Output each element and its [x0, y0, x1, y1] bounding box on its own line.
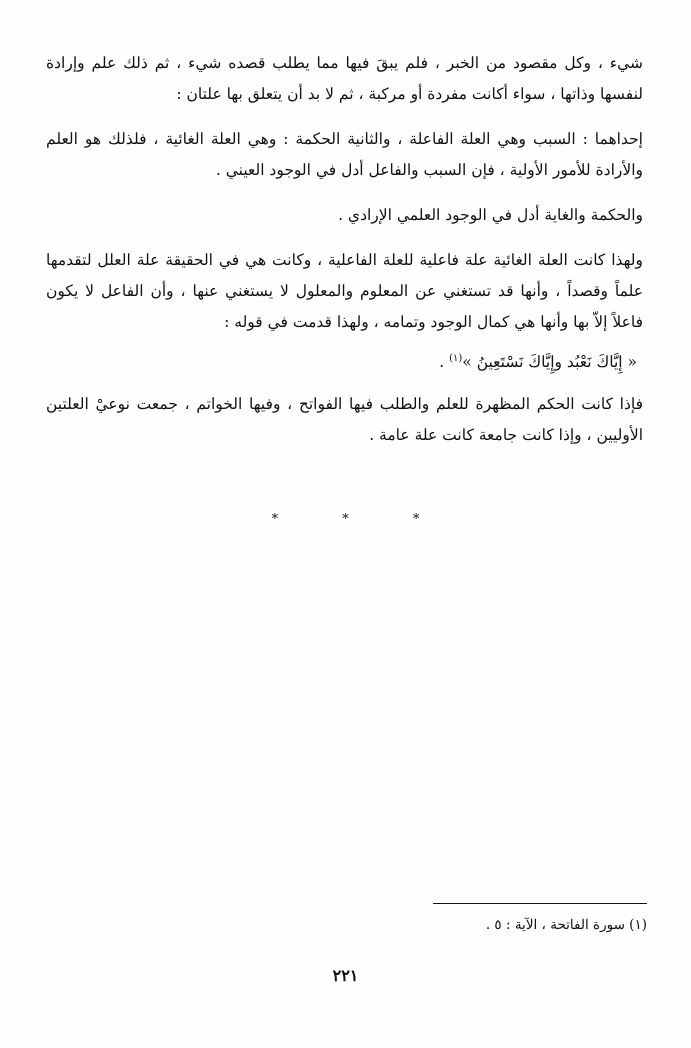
quran-verse	[46, 342, 643, 379]
main-text	[46, 48, 643, 451]
page-number: ٢٢١	[332, 966, 359, 985]
paragraph-2: إحداهما : السبب وهي العلة الفاعلة ، والثانية الحكمة : وهي العلة الغائية ، فلذلك هو العلم والأرادة للأمور الأولية ، فإن السبب والفاعل أدل في الوجود العيني .	[46, 130, 643, 179]
verse-end: .	[439, 353, 450, 372]
verse-footnote-ref: (١)	[449, 353, 463, 364]
footnote: (١) سورة الفاتحة ، الآية : ٥ .	[485, 917, 647, 933]
paragraph-1: شيء ، وكل مقصود من الخبر ، فلم يبقَ فيها مما يطلب قصده شيء ، ثم ذلك علم وإرادة لنفسها وذاتها ، سواء أكانت مفردة أو مركبة ، ثم لا بد أن يتعلق بها علتان :	[46, 54, 643, 103]
paragraph-3: والحكمة والغاية أدل في الوجود العلمي الإرادي .	[338, 206, 643, 224]
footnote-divider	[433, 903, 647, 904]
verse-text: « إِيَّاكَ نَعْبُد وإِيَّاكَ نَسْتَعِينُ »	[462, 353, 637, 372]
paragraph-5: فإذا كانت الحكم المظهرة للعلم والطلب فيها الفواتح ، وفيها الخواتم ، جمعت نوعيْ العلتين الأوليين ، وإذا كانت جامعة كانت علة عامة .	[46, 395, 643, 445]
paragraph-4: ولهذا كانت العلة الغائية علة فاعلية للعلة الفاعلية ، وكانت هي في الحقيقة علة العلل لتقدمها علماً وقصداً ، وأنها قد تستغني عن المعلوم والمعلول لا يستغني عنها ، وأن الفاعل لا يكون فاعلاً إلاّ بها وأنها هي كمال الوجود وتمامه ، ولهذا قدمت في قوله :	[46, 251, 643, 331]
section-separator: * * *	[271, 512, 450, 527]
